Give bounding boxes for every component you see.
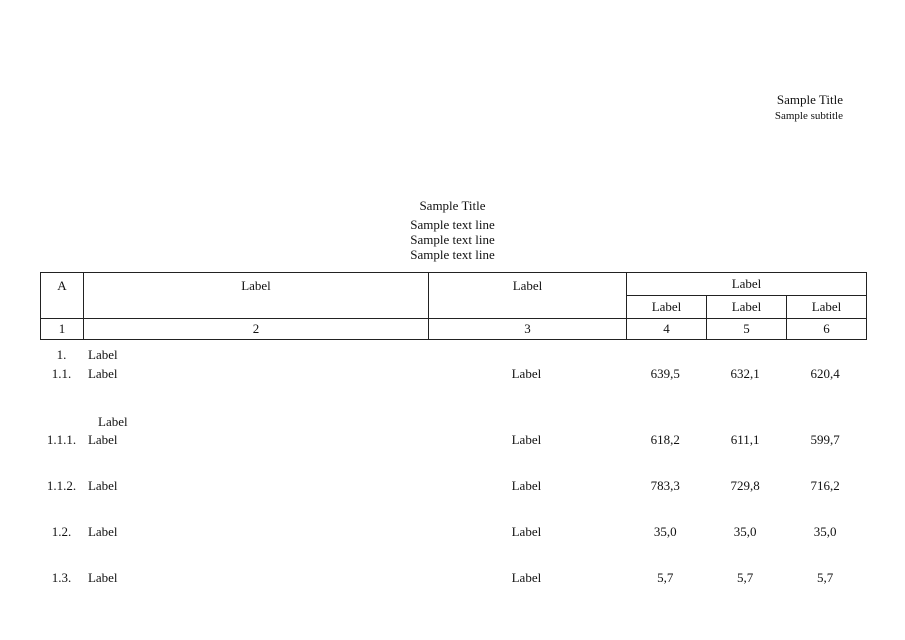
col-number-1: 1 [41,319,84,340]
col-number-6: 6 [787,319,867,340]
table-row [40,525,865,571]
row-name: Label [88,347,118,362]
header-year-1: Label [627,296,707,319]
row-num: 1.3. [51,570,72,585]
header-name: Label [84,273,429,319]
header-year-3: Label [787,296,867,319]
table-row [40,433,865,479]
table-body [40,348,865,601]
row-value-2018: 611,1 [730,432,760,447]
row-num: 1.2. [51,524,72,539]
row-name: Label [87,478,118,493]
heading-line-1: Sample text line [410,217,495,232]
row-num: 1.1. [51,366,72,381]
row-num: 1. [56,347,67,362]
row-value-2017: 783,3 [650,478,680,493]
heading-line-2: Sample text line [410,232,495,247]
header-num: A [41,273,84,319]
document-heading [40,198,865,262]
header-year-2: Label [707,296,787,319]
row-value-2019: 5,7 [816,570,834,585]
row-unit: Label [511,570,542,585]
row-num: 1.1.2. [46,478,77,493]
appendix-title: Sample Title [776,92,843,107]
row-unit: Label [511,478,542,493]
table-row [40,367,865,415]
row-value-2017: 5,7 [657,570,674,585]
row-num: 1.1.1. [46,432,77,447]
row-value-2017: 35,0 [653,524,677,539]
row-unit: Label [511,366,542,381]
col-number-2: 2 [84,319,429,340]
row-name: Label [87,366,118,381]
row-value-2019: 35,0 [813,524,837,539]
row-value-2019: 620,4 [810,366,840,381]
row-name: Label [87,570,118,585]
header-unit: Label [429,273,627,319]
table-row [40,571,865,601]
row-value-2019: 599,7 [810,432,840,447]
table-row [40,415,865,433]
col-number-5: 5 [707,319,787,340]
table-row [40,479,865,525]
row-subheading: Label [98,414,128,429]
col-number-3: 3 [429,319,627,340]
row-value-2017: 639,5 [650,366,680,381]
header-values-group: Label [627,273,867,296]
table-row [40,348,865,367]
row-name: Label [87,432,118,447]
row-value-2018: 5,7 [737,570,754,585]
row-value-2018: 632,1 [730,366,760,381]
row-name: Label [87,524,118,539]
heading-line-3: Sample text line [410,247,495,262]
row-value-2018: 35,0 [733,524,757,539]
table-header [40,272,867,340]
row-value-2017: 618,2 [650,432,680,447]
heading-title: Sample Title [419,198,486,213]
row-value-2018: 729,8 [730,478,760,493]
col-number-4: 4 [627,319,707,340]
appendix-subtitle: Sample subtitle [774,110,843,122]
appendix-label [775,92,843,124]
row-value-2019: 716,2 [810,478,840,493]
row-unit: Label [511,432,542,447]
row-unit: Label [511,524,542,539]
